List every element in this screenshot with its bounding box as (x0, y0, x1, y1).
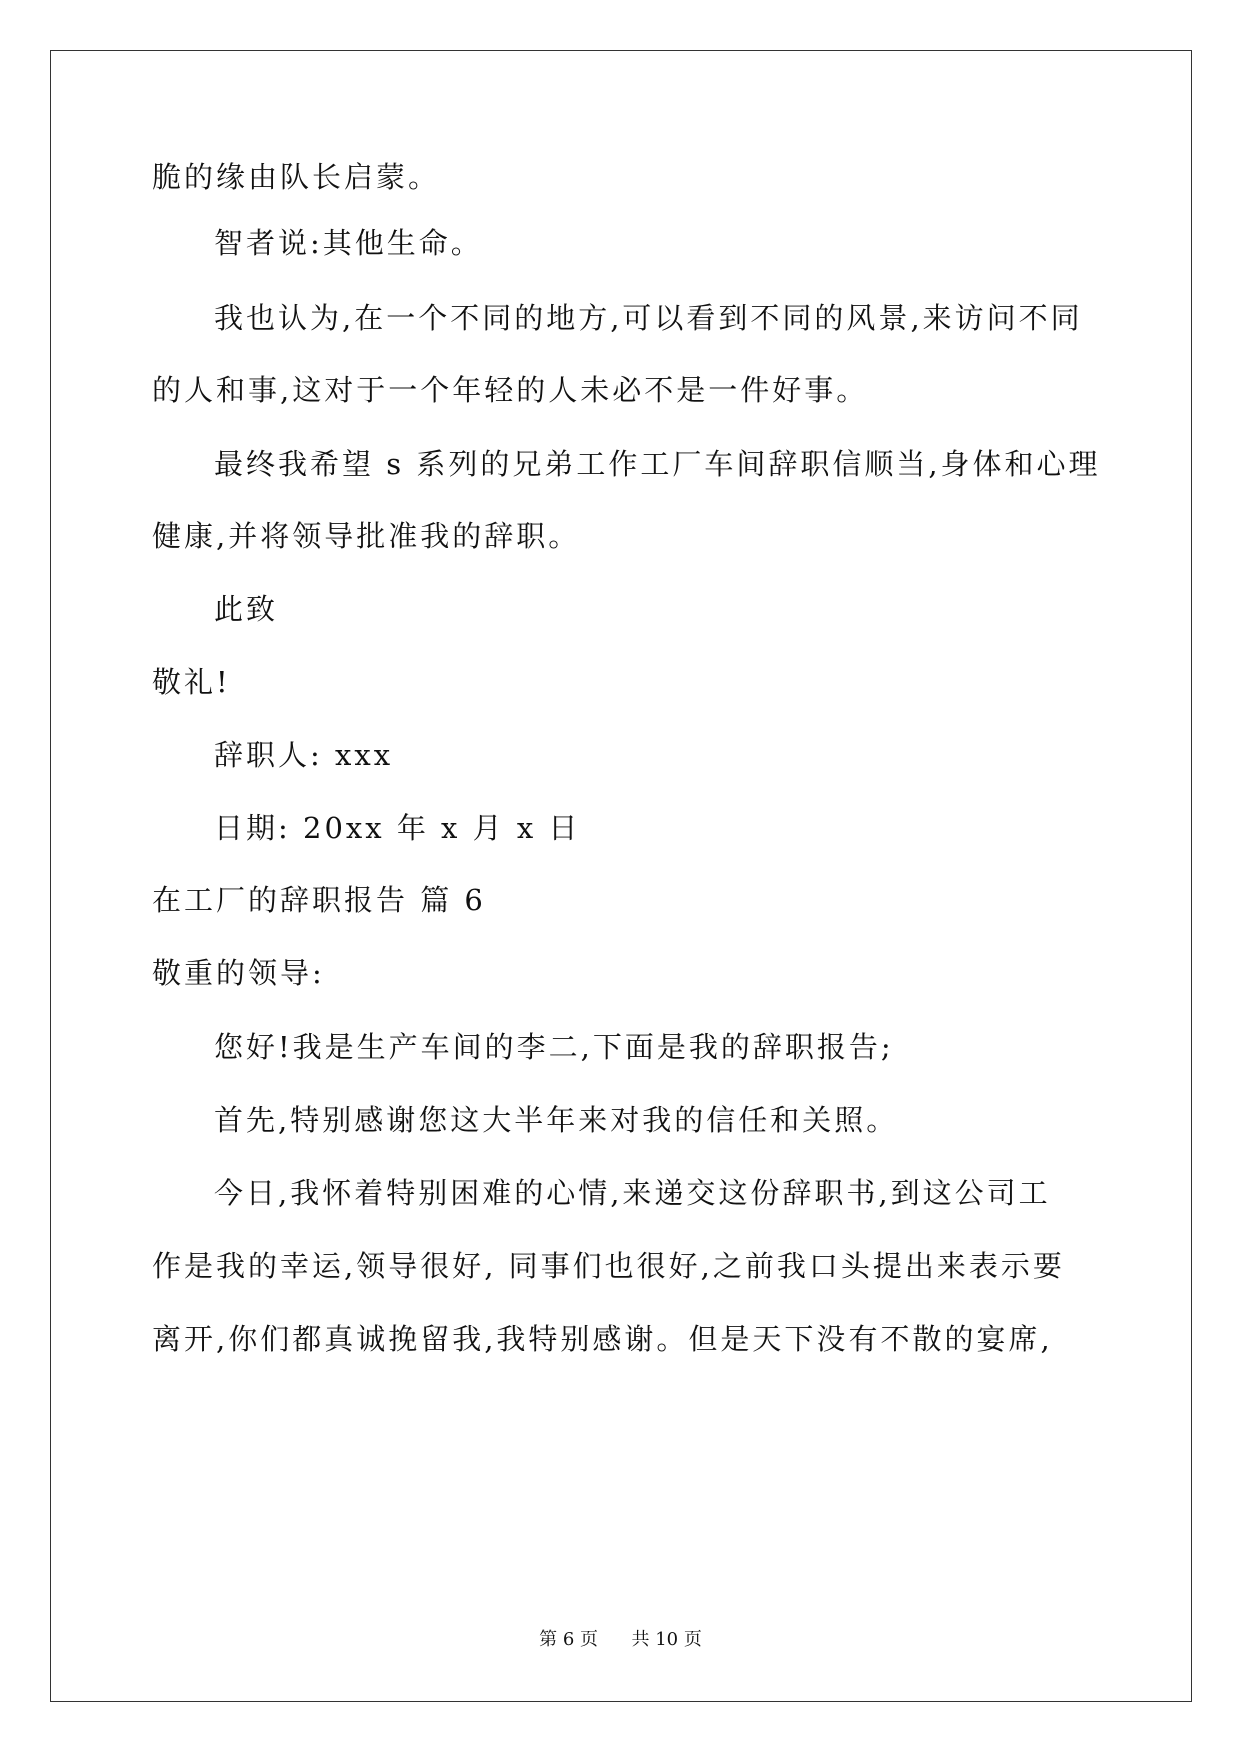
text-line: 日期: 20xx 年 x 月 x 日 (214, 811, 581, 845)
text-line: 您好!我是生产车间的李二,下面是我的辞职报告; (214, 1030, 894, 1064)
text-line: 健康,并将领导批准我的辞职。 (152, 519, 581, 553)
text-line: 辞职人: xxx (214, 738, 394, 772)
section-heading: 在工厂的辞职报告 篇 6 (152, 883, 486, 917)
page-total: 共 10 页 (631, 1629, 702, 1650)
text-line: 作是我的幸运,领导很好, 同事们也很好,之前我口头提出来表示要 (152, 1249, 1065, 1283)
text-line: 首先,特别感谢您这大半年来对我的信任和关照。 (214, 1103, 899, 1137)
salutation: 敬重的领导: (152, 956, 325, 990)
text-line: 的人和事,这对于一个年轻的人未必不是一件好事。 (152, 373, 869, 407)
text-line: 离开,你们都真诚挽留我,我特别感谢。但是天下没有不散的宴席, (152, 1322, 1053, 1356)
page-number: 第 6 页 (539, 1629, 599, 1650)
text-line: 最终我希望 s 系列的兄弟工作工厂车间辞职信顺当,身体和心理 (214, 447, 1101, 481)
text-line: 敬礼! (152, 665, 231, 699)
text-line: 此致 (214, 592, 279, 626)
text-line: 智者说:其他生命。 (214, 226, 483, 260)
text-line: 今日,我怀着特别困难的心情,来递交这份辞职书,到这公司工 (214, 1176, 1051, 1210)
page-footer (0, 1628, 1241, 1652)
text-line: 脆的缘由队长启蒙。 (152, 160, 441, 194)
text-line: 我也认为,在一个不同的地方,可以看到不同的风景,来访问不同 (214, 301, 1083, 335)
